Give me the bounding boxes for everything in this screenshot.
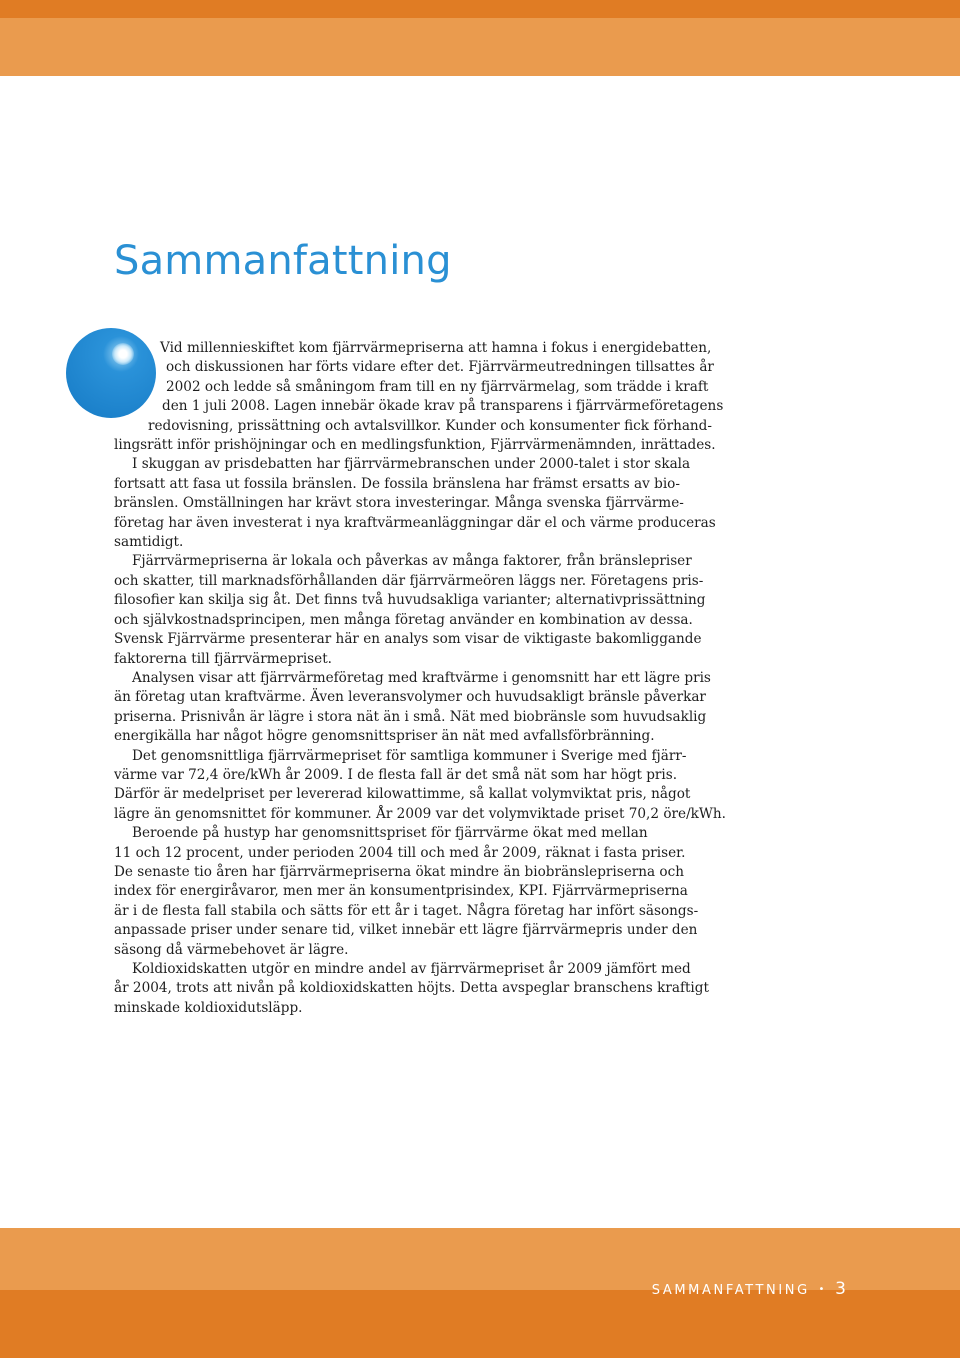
text-line: index för energiråvaror, men mer än konsumentprisindex, KPI. Fjärrvärmepriserna	[114, 883, 688, 900]
text-line: än företag utan kraftvärme. Även leveransvolymer och huvudsakligt bränsle påverkar	[114, 689, 706, 706]
text-line: Fjärrvärmepriserna är lokala och påverkas av många faktorer, från bränslepriser	[132, 553, 692, 570]
text-line: 11 och 12 procent, under perioden 2004 till och med år 2009, räknat i fasta priser.	[114, 844, 686, 861]
bottom-band-dark	[0, 1290, 960, 1358]
text-line: redovisning, prissättning och avtalsvillkor. Kunder och konsumenter fick förhand-	[148, 417, 712, 434]
text-line: Svensk Fjärrvärme presenterar här en analys som visar de viktigaste bakomliggande	[114, 631, 702, 648]
text-line: bränslen. Omställningen har krävt stora investeringar. Många svenska fjärrvärme-	[114, 495, 684, 512]
text-line: Det genomsnittliga fjärrvärmepriset för samtliga kommuner i Sverige med fjärr-	[132, 747, 687, 764]
text-line: Beroende på hustyp har genomsnittspriset för fjärrvärme ökat med mellan	[132, 825, 648, 842]
text-line: den 1 juli 2008. Lagen innebär ökade krav på transparens i fjärrvärmeföretagens	[162, 398, 724, 415]
text-line: Vid millennieskiftet kom fjärrvärmepriserna att hamna i fokus i energidebatten,	[160, 340, 712, 356]
text-line: minskade koldioxidutsläpp.	[114, 999, 303, 1016]
text-line: och diskussionen har förts vidare efter det. Fjärrvärmeutredningen tillsattes år	[166, 359, 714, 376]
text-line: värme var 72,4 öre/kWh år 2009. I de flesta fall är det små nät som har högt pris.	[114, 766, 678, 783]
text-line: och skatter, till marknadsförhållanden där fjärrvärmeören läggs ner. Företagens pris-	[114, 572, 704, 589]
text-line: energikälla har något högre genomsnittspriser än nät med avfallsförbränning.	[114, 728, 655, 745]
text-line: priserna. Prisnivån är lägre i stora nät än i små. Nät med biobränsle som huvudsaklig	[114, 708, 707, 725]
text-line: samtidigt.	[114, 534, 184, 551]
text-line: De senaste tio åren har fjärrvärmepriserna ökat mindre än biobränslepriserna och	[114, 863, 684, 880]
text-line: år 2004, trots att nivån på koldioxidskatten höjts. Detta avspeglar branschens kraftigt	[114, 980, 709, 997]
footer-section-label: SAMMANFATTNING	[651, 1283, 810, 1298]
text-line: företag har även investerat i nya kraftvärmeanläggningar där el och värme produceras	[114, 514, 716, 531]
page-number: 3	[835, 1279, 846, 1299]
text-line: Analysen visar att fjärrvärmeföretag med kraftvärme i genomsnitt har ett lägre pris	[132, 669, 711, 686]
page-title: Sammanfattning	[114, 238, 452, 284]
text-line: lägre än genomsnittet för kommuner. År 2009 var det volymviktade priset 70,2 öre/kWh.	[114, 805, 726, 822]
text-line: säsong då värmebehovet är lägre.	[114, 941, 349, 958]
text-line: anpassade priser under senare tid, vilket innebär ett lägre fjärrvärmepris under den	[114, 922, 698, 939]
top-band-dark	[0, 0, 960, 18]
text-line: I skuggan av prisdebatten har fjärrvärmebranschen under 2000-talet i stor skala	[132, 456, 691, 473]
text-line: fortsatt att fasa ut fossila bränslen. De fossila bränslena har främst ersatts av bio-	[114, 475, 680, 492]
text-line: lingsrätt inför prishöjningar och en medlingsfunktion, Fjärrvärmenämnden, inrättades.	[114, 437, 716, 454]
page-footer	[652, 1279, 846, 1299]
footer-separator: •	[818, 1284, 825, 1295]
text-line: Därför är medelpriset per levererad kilowattimme, så kallat volymviktat pris, något	[114, 786, 691, 803]
text-line: filosofier kan skilja sig åt. Det finns två huvudsakliga varianter; alternativprissättning	[114, 592, 706, 609]
top-band-light	[0, 18, 960, 76]
body-text	[114, 339, 726, 1018]
text-line: är i de flesta fall stabila och sätts för ett år i taget. Några företag har infört säsongs-	[114, 902, 699, 919]
text-line: 2002 och ledde så småningom fram till en ny fjärrvärmelag, som trädde i kraft	[166, 378, 709, 395]
text-line: och självkostnadsprincipen, men många företag använder en kombination av dessa.	[114, 611, 693, 628]
text-line: Koldioxidskatten utgör en mindre andel av fjärrvärmepriset år 2009 jämfört med	[132, 961, 691, 977]
text-line: faktorerna till fjärrvärmepriset.	[114, 650, 332, 667]
